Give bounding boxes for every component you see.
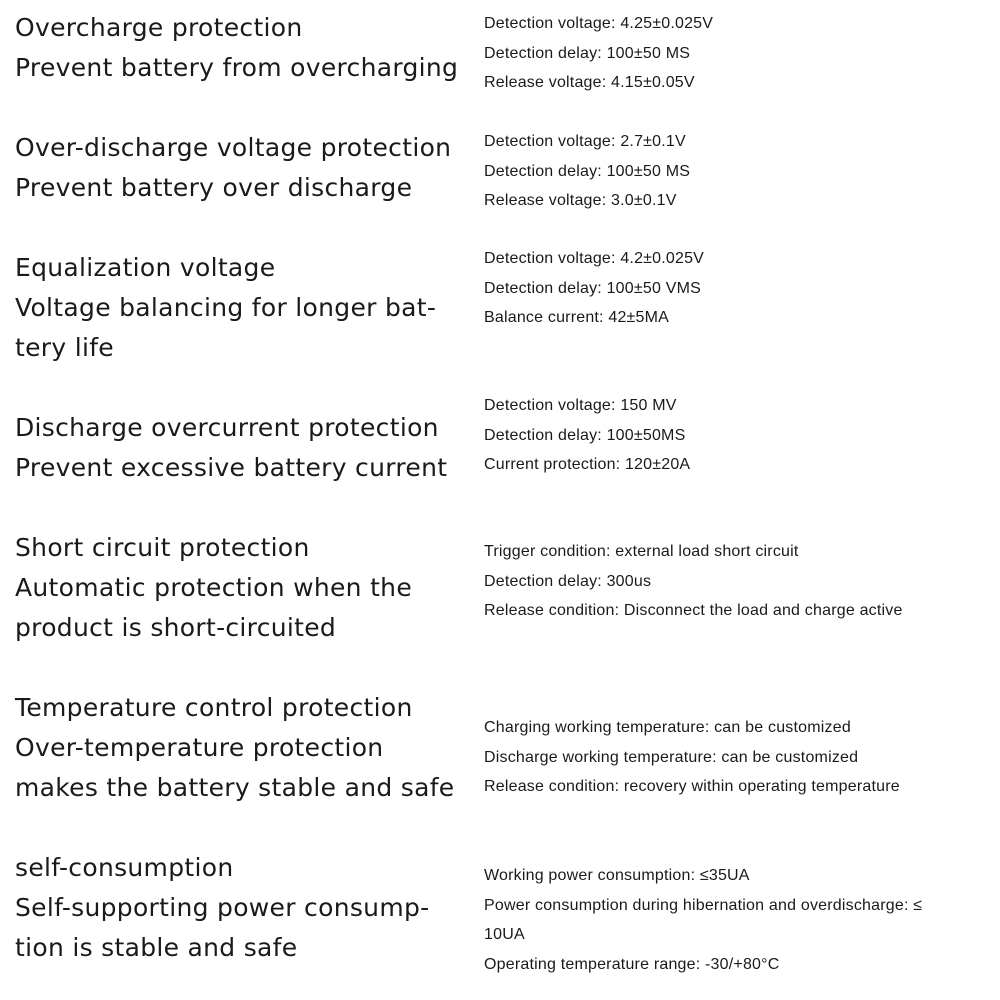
spec-item: Balance current: 42±5MA (484, 309, 670, 326)
section-description: Prevent battery over discharge (15, 173, 413, 202)
spec-item: Detection voltage: 150 MV (484, 397, 677, 414)
section-description: Prevent excessive battery current (15, 453, 448, 482)
spec-list (484, 391, 984, 480)
section-description: makes the battery stable and safe (15, 773, 455, 802)
spec-list (484, 537, 984, 626)
spec-item: Detection voltage: 4.2±0.025V (484, 250, 705, 267)
section-description: Voltage balancing for longer bat- (15, 293, 437, 322)
spec-item: Operating temperature range: -30/+80°C (484, 955, 780, 973)
spec-item: Detection voltage: 4.25±0.025V (484, 15, 714, 32)
section-description: Self-supporting power consump- (15, 893, 430, 922)
section-title: Temperature control protection (15, 693, 413, 722)
section-title: self-consumption (15, 853, 234, 882)
spec-item: Charging working temperature: can be customized (484, 719, 851, 736)
section-description: Over-temperature protection (15, 733, 384, 762)
section-heading-block (15, 688, 465, 808)
section-description: Automatic protection when the (15, 573, 413, 602)
spec-item: Discharge working temperature: can be customized (484, 748, 859, 766)
spec-item: Release condition: Disconnect the load and charge active (484, 602, 903, 619)
section-title: Short circuit protection (15, 533, 310, 562)
spec-item: Release condition: recovery within operating temperature (484, 778, 900, 795)
section-title: Equalization voltage (15, 253, 276, 282)
section-heading-block (15, 248, 465, 368)
spec-item: Detection delay: 100±50 MS (484, 44, 691, 62)
section-title: Discharge overcurrent protection (15, 413, 439, 442)
spec-list (484, 127, 984, 216)
section-description: product is short-circuited (15, 613, 337, 642)
section-description: tion is stable and safe (15, 933, 298, 962)
spec-list (484, 9, 984, 98)
section-heading-block (15, 848, 465, 968)
section-title: Overcharge protection (15, 13, 303, 42)
section-heading-block (15, 128, 465, 208)
spec-list (484, 713, 984, 802)
spec-item: Detection delay: 100±50 MS (484, 162, 691, 180)
section-title: Over-discharge voltage protection (15, 133, 452, 162)
spec-item: Trigger condition: external load short circuit (484, 543, 799, 560)
spec-item: Detection delay: 300us (484, 572, 652, 590)
section-heading-block (15, 8, 465, 88)
section-description: tery life (15, 333, 114, 362)
spec-item: Detection delay: 100±50MS (484, 426, 686, 444)
spec-item: Power consumption during hibernation and overdischarge: ≤ (484, 896, 923, 914)
section-description: Prevent battery from overcharging (15, 53, 459, 82)
spec-item: Working power consumption: ≤35UA (484, 867, 750, 884)
spec-list (484, 861, 984, 979)
spec-item: Detection delay: 100±50 VMS (484, 279, 701, 297)
spec-item: 10UA (484, 926, 525, 943)
spec-item: Detection voltage: 2.7±0.1V (484, 133, 686, 150)
spec-item: Current protection: 120±20A (484, 456, 691, 473)
section-heading-block (15, 408, 465, 488)
spec-list (484, 244, 984, 333)
spec-item: Release voltage: 4.15±0.05V (484, 74, 695, 91)
spec-item: Release voltage: 3.0±0.1V (484, 192, 677, 209)
section-heading-block (15, 528, 465, 648)
